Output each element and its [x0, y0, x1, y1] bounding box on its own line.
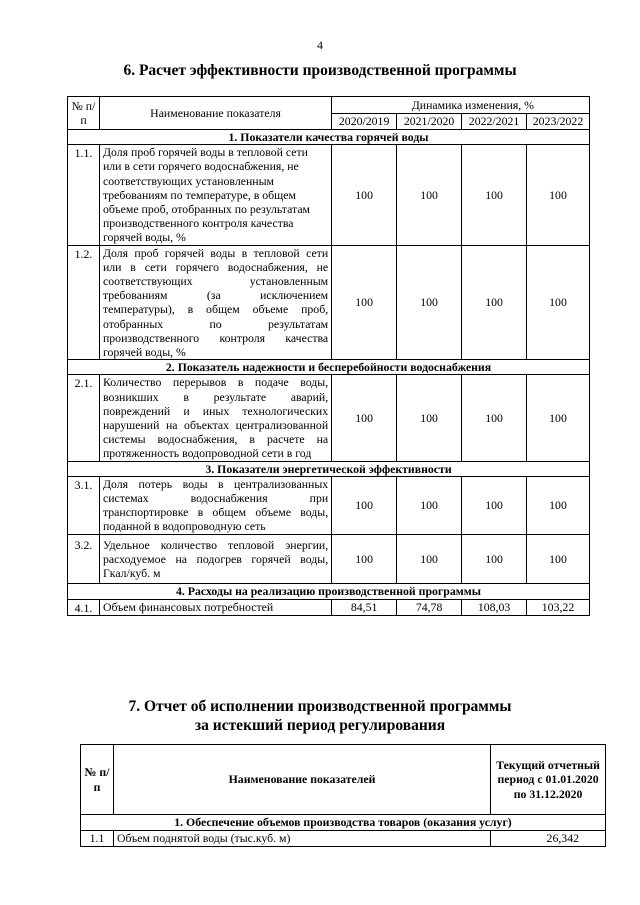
row-value: 108,03: [462, 599, 527, 615]
row-name: Объем финансовых потребностей: [99, 599, 331, 615]
row-value: 103,22: [527, 599, 590, 615]
row-name: Доля проб горячей воды в тепловой сети или в сети горячего водоснабжения, не соответствующих установленным требованиям (за исключением температуры), в общем объеме проб, отобранных по результатам производственного контроля качества горячей воды, %: [99, 245, 331, 360]
report-table: [80, 744, 606, 847]
section-7-title-line1: 7. Отчет об исполнении производственной программы: [128, 698, 512, 715]
row-value: 100: [332, 534, 397, 584]
group-title: 2. Показатель надежности и бесперебойности водоснабжения: [68, 360, 590, 375]
row-value: 74,78: [397, 599, 462, 615]
group-title: 3. Показатели энергетической эффективности: [68, 461, 590, 476]
row-name: Доля потерь воды в централизованных системах водоснабжения при транспортировке в общем объеме воды, поданной в водопроводную сеть: [99, 476, 331, 534]
report-row-name: Объем поднятой воды (тыс.куб. м): [113, 831, 490, 847]
row-name: Количество перерывов в подаче воды, возникших в результате аварий, повреждений и иных технологических нарушений на объектах централизованной системы водоснабжения, в расчете на протяженность водопроводной сети в год: [99, 375, 331, 461]
group-title: 4. Расходы на реализацию производственной программы: [68, 584, 590, 599]
row-value: 100: [527, 476, 590, 534]
header-name: Наименование показателя: [99, 97, 331, 130]
section-7-title: [0, 697, 640, 735]
page-number: 4: [317, 38, 323, 52]
efficiency-table: [67, 96, 590, 616]
row-value: 100: [332, 375, 397, 461]
row-value: 100: [527, 375, 590, 461]
row-value: 100: [527, 145, 590, 245]
row-value: 100: [462, 375, 527, 461]
row-value: 100: [397, 145, 462, 245]
row-num: 1.2.: [68, 245, 100, 360]
row-value: 100: [332, 476, 397, 534]
row-value: 100: [462, 534, 527, 584]
row-num: 3.2.: [68, 534, 100, 584]
row-value: 100: [462, 245, 527, 360]
row-value: 100: [397, 375, 462, 461]
group-title: 1. Показатели качества горячей воды: [68, 130, 590, 145]
row-value: 100: [462, 145, 527, 245]
row-num: 4.1.: [68, 599, 100, 615]
report-group-title: 1. Обеспечение объемов производства товаров (оказания услуг): [81, 815, 606, 831]
year-header: 2022/2021: [462, 114, 527, 130]
report-row-value: 26,342: [491, 831, 606, 847]
row-value: 100: [527, 245, 590, 360]
year-header: 2020/2019: [332, 114, 397, 130]
row-num: 1.1.: [68, 145, 100, 245]
row-num: 2.1.: [68, 375, 100, 461]
header-num: № п/п: [68, 97, 100, 130]
header-dynamics: Динамика изменения, %: [332, 97, 590, 114]
row-value: 100: [397, 245, 462, 360]
year-header: 2023/2022: [527, 114, 590, 130]
report-header-period: Текущий отчетный период с 01.01.2020 по 31.12.2020: [491, 745, 606, 815]
row-num: 3.1.: [68, 476, 100, 534]
row-value: 100: [332, 245, 397, 360]
report-header-num: № п/п: [81, 745, 114, 815]
row-name: Удельное количество тепловой энергии, расходуемое на подогрев горячей воды, Гкал/куб. м: [99, 534, 331, 584]
report-row-num: 1.1: [81, 831, 114, 847]
row-value: 100: [397, 534, 462, 584]
row-value: 84,51: [332, 599, 397, 615]
report-header-name: Наименование показателей: [113, 745, 490, 815]
row-value: 100: [527, 534, 590, 584]
row-value: 100: [397, 476, 462, 534]
section-6-title: 6. Расчет эффективности производственной программы: [123, 62, 517, 79]
year-header: 2021/2020: [397, 114, 462, 130]
row-value: 100: [332, 145, 397, 245]
section-7-title-line2: за истекший период регулирования: [194, 717, 446, 734]
row-name: Доля проб горячей воды в тепловой сети или в сети горячего водоснабжения, не соответствующих установленным требованиям по температуре, в общем объеме проб, отобранных по результатам производственного контроля качества горячей воды, %: [99, 145, 331, 245]
row-value: 100: [462, 476, 527, 534]
